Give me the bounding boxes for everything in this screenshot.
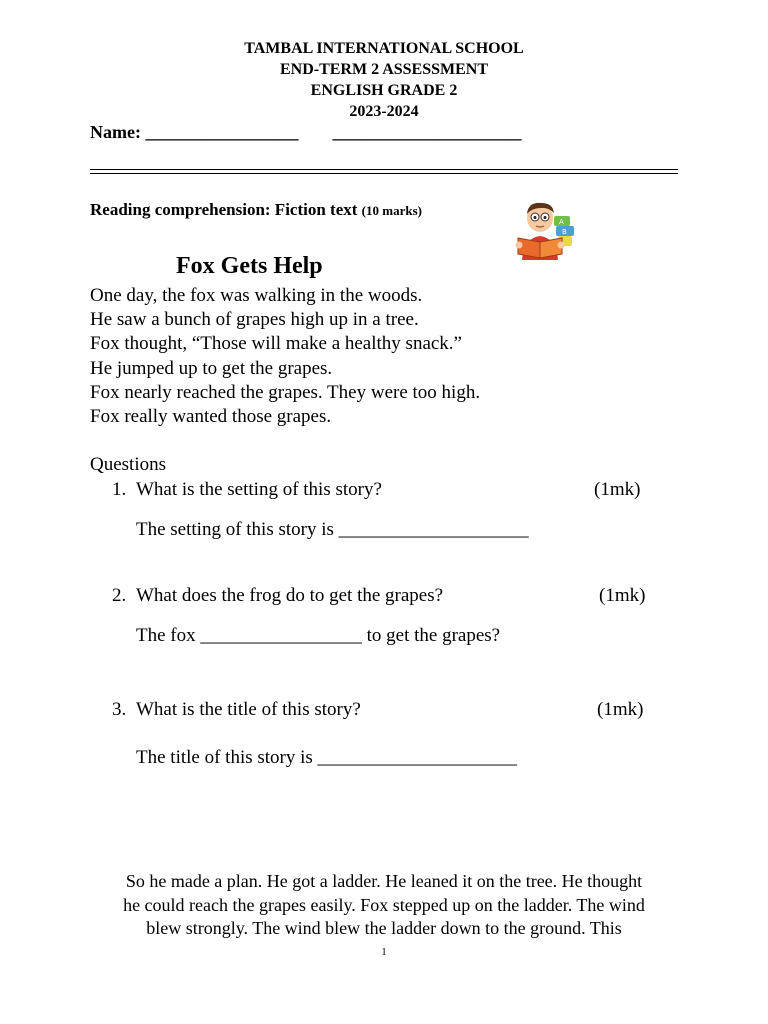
question-text: What is the title of this story? (136, 699, 361, 720)
story-line: Fox thought, “Those will make a healthy snack.” (90, 333, 462, 355)
story-title: Fox Gets Help (176, 253, 323, 279)
story-line: Fox really wanted those grapes. (90, 406, 332, 428)
question-2 (112, 585, 652, 607)
school-name: TAMBAL INTERNATIONAL SCHOOL (244, 40, 524, 57)
section-marks: (10 marks) (361, 203, 422, 218)
child-reading-book-icon (508, 198, 586, 260)
question-marks: (1mk) (597, 699, 644, 720)
question-text: What is the setting of this story? (136, 479, 382, 500)
question-3 (112, 699, 652, 721)
story-text (90, 284, 480, 429)
page-number: 1 (381, 946, 387, 958)
question-number: 3. (112, 699, 127, 720)
subject-title: ENGLISH GRADE 2 (310, 82, 458, 99)
section-heading (90, 200, 422, 220)
academic-year: 2023-2024 (349, 103, 419, 120)
story-line: Fox nearly reached the grapes. They were too high. (90, 381, 481, 403)
story-line: One day, the fox was walking in the woods. (90, 285, 423, 306)
assessment-title: END-TERM 2 ASSESSMENT (279, 61, 489, 78)
question-number: 1. (112, 479, 127, 500)
continuation-line: blew strongly. The wind blew the ladder down to the ground. This (146, 918, 622, 938)
answer-line-3[interactable]: The title of this story is _____________________ (136, 747, 518, 768)
divider-line (90, 169, 678, 170)
question-number: 2. (112, 585, 127, 606)
question-marks: (1mk) (594, 479, 641, 500)
question-text: What does the frog do to get the grapes? (136, 585, 444, 606)
story-continuation (80, 870, 688, 941)
exam-header (0, 38, 768, 122)
story-line: He jumped up to get the grapes. (90, 357, 333, 379)
answer-line-2[interactable]: The fox _________________ to get the grapes? (136, 625, 501, 646)
name-label: Name: (90, 122, 141, 142)
questions-heading: Questions (90, 454, 166, 475)
question-1 (112, 479, 652, 501)
answer-line-1[interactable]: The setting of this story is ____________________ (136, 519, 529, 540)
name-blank-first[interactable]: _________________ (145, 122, 299, 142)
svg-text:A: A (559, 218, 564, 226)
continuation-line: he could reach the grapes easily. Fox stepped up on the ladder. The wind (123, 894, 645, 915)
continuation-line: So he made a plan. He got a ladder. He leaned it on the tree. He thought (125, 871, 643, 891)
story-line: He saw a bunch of grapes high up in a tree. (90, 309, 419, 331)
section-title-text: Reading comprehension: Fiction text (90, 200, 358, 219)
svg-text:B: B (562, 228, 567, 236)
name-line (90, 122, 521, 143)
name-blank-second[interactable]: _____________________ (332, 122, 522, 142)
question-marks: (1mk) (599, 585, 646, 606)
divider-line (90, 173, 678, 174)
